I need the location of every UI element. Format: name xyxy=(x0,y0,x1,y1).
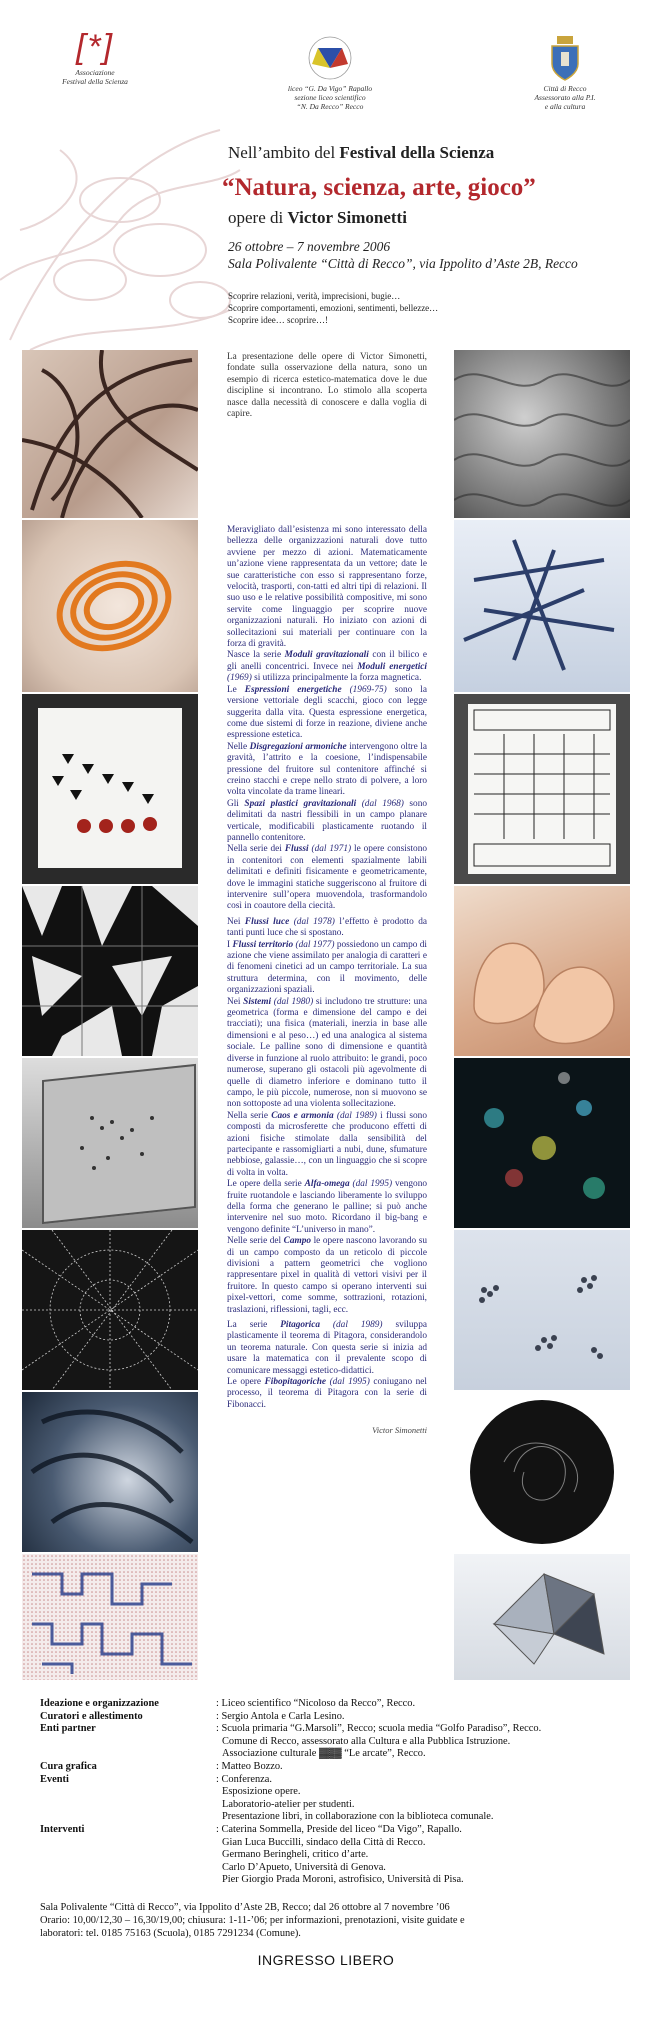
statement-p1: Meravigliato dall’esistenza mi sono interessato della bellezza delle organizzazioni naturali dove tutto avviene per mezzo di azioni. Matematicamente un’azione viene rappresentata da un vettore; date le sue caratteristiche con esso si rappresentano forze, velocità, trasporti, con-tatti ed altri tipi di relazioni. Il suo uso e le relative possibilità compositive, mi sono servite come linguaggio per scoprire nuove organizzazioni naturali. Ho iniziato con azioni di sollecitazioni sui materiali per continuare con la forza di gravità. xyxy=(227,525,427,650)
p14-date: (dal 1995) xyxy=(326,1377,370,1388)
footer-line-3: laboratori: tel. 0185 75163 (Scuola), 0185 7291234 (Comune). xyxy=(40,1928,301,1939)
opere-prefix: opere di xyxy=(228,208,288,227)
event-dates xyxy=(228,238,628,272)
artwork-image-wrinkled-surface xyxy=(454,350,630,518)
series-sistemi: Sistemi xyxy=(243,996,272,1007)
credit-value: Presentazione libri, in collaborazione con la biblioteca comunale. xyxy=(222,1811,494,1823)
artwork-image-pitagorica xyxy=(454,1554,630,1680)
artwork-image-pixel-field xyxy=(22,1554,198,1680)
p10-date: (dal 1989) xyxy=(333,1110,377,1121)
p11-text-d: vengono fruite ruotandole e lasciando liberamente lo sviluppo della forma che generano le palline; si può anche intervenire nel suo moto. Ricordano il big-bang e vengono definite “L’universo in mano”. xyxy=(227,1179,427,1235)
p2-text-c: con il bilico e gli anelli concentrici. Invece nei xyxy=(227,650,427,672)
p6-text-a: Nella serie dei xyxy=(227,844,285,855)
series-flussi-luce: Flussi luce xyxy=(244,916,290,927)
artwork-image-territory-lines xyxy=(22,1230,198,1390)
credit-key: Eventi xyxy=(40,1773,69,1785)
credit-row-grafica xyxy=(40,1761,630,1774)
credit-value: Pier Giorgio Prada Moroni, astrofisico, Università di Pisa. xyxy=(222,1874,464,1886)
city-crest-icon xyxy=(548,34,582,82)
credit-key: Curatori e allestimento xyxy=(40,1710,143,1722)
series-disgregazioni-armoniche: Disgregazioni armoniche xyxy=(249,741,347,752)
liceo-emblem-icon xyxy=(304,34,356,82)
exhibition-title: “Natura, scienza, arte, gioco” xyxy=(222,174,536,201)
statement-p6 xyxy=(227,844,427,912)
city-line-1: Città di Recco xyxy=(543,84,587,93)
artwork-image-plastic-space xyxy=(454,886,630,1056)
statement-p14 xyxy=(227,1377,427,1411)
p13-date: (dal 1989) xyxy=(320,1320,383,1331)
tagline-2: Scoprire comportamenti, emozioni, sentimenti, bellezze… xyxy=(228,303,439,313)
credit-row-interventi xyxy=(40,1824,630,1887)
decorative-swirls xyxy=(0,110,260,360)
statement-p11 xyxy=(227,1179,427,1236)
series-alfa-omega: Alfa-omega xyxy=(304,1179,350,1190)
credit-value: : Scuola primaria “G.Marsoli”, Recco; scuola media “Golfo Paradiso”, Recco. xyxy=(216,1723,542,1735)
artwork-image-flussi-panel xyxy=(22,1058,198,1228)
statement-p5 xyxy=(227,799,427,845)
association-line-2: Festival della Scienza xyxy=(62,77,128,86)
p3-text-d: sono la versione vettoriale degli scacchi, gioco con legge suggerita dalla vita. Questa espressione energetica, come due sistemi di forze in reazione, diviene anche espressione estetica. xyxy=(227,684,427,741)
credit-value: Esposizione opere. xyxy=(222,1786,301,1798)
series-flussi: Flussi xyxy=(284,844,309,855)
credit-key: Ideazione e organizzazione xyxy=(40,1698,159,1709)
p5-text-a: Gli xyxy=(227,798,245,809)
artwork-image-sistemi-balls xyxy=(454,1230,630,1390)
statement-p9 xyxy=(227,997,427,1111)
statement-p10 xyxy=(227,1111,427,1179)
footer-line-2: Orario: 10,00/12,30 – 16,30/19,00; chiusura: 1-11-’06; per informazioni, prenotazioni, visite guidate e xyxy=(40,1915,465,1926)
artist-name: Victor Simonetti xyxy=(287,208,407,227)
statement-p3 xyxy=(227,685,427,742)
p9-date: (dal 1980) xyxy=(271,996,314,1007)
credits-section xyxy=(40,1698,630,1887)
taglines xyxy=(228,290,608,326)
p13-text-d: sviluppa plasticamente il teorema di Pitagora, considerandolo un teorema naturale. Con questa serie si inizia ad usare la matematica con il prevalente scopo di comunicare messaggi estetico-didattici. xyxy=(227,1320,427,1376)
artwork-image-cracked-dust xyxy=(22,886,198,1056)
artwork-image-rings xyxy=(22,520,198,692)
p12-text-c: le opere nascono lavorando su di un campo composto da un reticolo di piccole divisioni a pattern geometrici che vogliono rappresentare pixel in qualità di vettori visivi per il fruitore. In questo campo si operano interventi sui pixel-vettori, come somme, sottrazioni, rotazioni, traslazioni, riflessioni, tagli, ecc. xyxy=(227,1236,427,1315)
association-line-1: Associazione xyxy=(75,68,115,77)
credit-row-eventi xyxy=(40,1774,630,1824)
p2-date: (1969) xyxy=(227,673,252,684)
artwork-image-alfa-omega xyxy=(454,1392,630,1552)
p13-text-a: La serie xyxy=(227,1320,281,1331)
liceo-line-3: “N. Da Recco” Recco xyxy=(296,102,364,111)
credit-value: Associazione culturale ▓▓▓ “Le arcate”, Recco. xyxy=(222,1748,426,1760)
series-flussi-territorio: Flussi territorio xyxy=(232,939,294,950)
city-logo xyxy=(515,34,615,111)
artist-statement xyxy=(227,525,427,1437)
p10-text-a: Nella serie xyxy=(227,1110,272,1121)
p5-text-d: sono delimitati da nastri flessibili in un campo planare verticale, modificabili plasticamente ruotando il pannello contenitore. xyxy=(227,798,427,843)
credit-value: : Caterina Sommella, Preside del liceo “Da Vigo”, Rapallo. xyxy=(216,1823,462,1835)
p7-date: (dal 1978) xyxy=(289,916,335,927)
p9-text-d: si includono tre strutture: una geometrica (forma e dimensione del campo e dei tracciati); una fisica (materiali, inerzia in base alle dimensioni e al peso…) ed una analogica al sistema sociale. Le palline sono di dimensione e quantità diverse in funzione al ruolo attribuito: le grandi, poco numerose, superano gli ostacoli più agevolmente di quelle di diametro inferiore e dominano tutto il campo, le più piccole, numerose, non si muovono se non sottoposte ad una violenta sollecitazione. xyxy=(227,996,427,1110)
date-range: 26 ottobre – 7 novembre 2006 xyxy=(228,239,391,254)
liceo-line-1: liceo “G. Da Vigo” Rapallo xyxy=(287,84,373,93)
series-moduli-gravitazionali: Moduli gravitazionali xyxy=(284,650,369,661)
city-line-3: e alla cultura xyxy=(544,102,586,111)
intro-paragraph: La presentazione delle opere di Victor Simonetti, fondate sulla osservazione della natura, sono un esempio di ricerca estetico-matematica dove le due discipline si incontrano. Lo stimolo alla scoperta nasce dalla necessità di conoscere e dalla voglia di capire. xyxy=(227,352,427,420)
p8-text-d: possiedono un campo di azione che viene assimilato per analogia di caratteri e di fenomeni cinetici ad un campo territoriale. La sua struttura determina, con il movimento, delle organizzazioni spaziali. xyxy=(227,939,427,996)
p6-date: (dal 1971) xyxy=(308,844,352,855)
statement-p7 xyxy=(227,917,427,940)
series-fibopitagoriche: Fibopitagoriche xyxy=(264,1377,327,1388)
credit-value: Germano Beringheli, critico d’arte. xyxy=(222,1849,369,1861)
p10-text-d: i flussi sono composti da microsferette che producono effetti di azioni fisiche stimolate dalla sensibilità del partecipante e rassomigliarti a nubi, dune, sfumature nebbiose, galassie…, con un linguaggio che si scopre di volta in volta. xyxy=(227,1110,427,1178)
statement-p12 xyxy=(227,1236,427,1316)
series-spazi-plastici: Spazi plastici gravitazionali xyxy=(244,798,357,809)
p7-text-a: Nei xyxy=(227,916,245,927)
signature: Victor Simonetti xyxy=(372,1425,427,1436)
credit-key: Interventi xyxy=(40,1823,85,1835)
p5-date: (dal 1968) xyxy=(356,798,404,809)
artwork-image-ribbons xyxy=(22,350,198,518)
credit-key: Enti partner xyxy=(40,1723,96,1735)
statement-p4 xyxy=(227,742,427,799)
credit-value: Carlo D’Apueto, Università di Genova. xyxy=(222,1861,386,1873)
artwork-image-caos-armonia xyxy=(22,1392,198,1552)
series-pitagorica: Pitagorica xyxy=(280,1320,320,1331)
credit-value: : Matteo Bozzo. xyxy=(216,1760,283,1772)
p12-text-a: Nelle serie del xyxy=(227,1236,284,1247)
festival-mark: [*] xyxy=(75,28,115,66)
artwork-image-chess-board xyxy=(22,694,198,884)
p9-text-a: Nei xyxy=(227,996,244,1007)
p3-text-a: Le xyxy=(227,684,245,695)
p7-text-d: l’effetto è prodotto da tanti punti luce che si spostano. xyxy=(227,916,427,939)
p14-text-d: coniugano nel processo, il teorema di Pitagora con la serie di Fibonacci. xyxy=(227,1377,427,1410)
statement-p2 xyxy=(227,650,427,684)
footer-info xyxy=(40,1901,625,1940)
p11-text-a: Le opere della serie xyxy=(227,1179,305,1190)
artwork-image-vector-grid xyxy=(454,694,630,884)
p11-date: (dal 1995) xyxy=(349,1179,393,1190)
tagline-3: Scoprire idee… scoprire…! xyxy=(228,315,328,325)
p14-text-a: Le opere xyxy=(227,1377,265,1388)
p4-text-c: intervengono oltre la gravità, l’attrito e la coesione, l’indispensabile pressione del fruitore sul contenitore affinché si creino stacchi e crepe nello strato di polvere, a loro volta vincolate da trame lineari. xyxy=(227,741,427,798)
liceo-line-2: sezione liceo scientifico xyxy=(294,93,366,102)
credit-value: Gian Luca Buccilli, sindaco della Città di Recco. xyxy=(222,1836,426,1848)
series-espressioni-energetiche: Espressioni energetiche xyxy=(244,684,342,695)
credit-value: : Sergio Antola e Carla Lesino. xyxy=(216,1710,345,1722)
series-moduli-energetici: Moduli energetici xyxy=(357,661,427,672)
festival-intro xyxy=(228,143,494,163)
association-logo xyxy=(40,30,150,86)
credit-row-ideazione xyxy=(40,1698,630,1711)
p8-date: (dal 1977) xyxy=(293,939,335,950)
credit-row-partner xyxy=(40,1723,630,1761)
p4-text-a: Nelle xyxy=(227,741,250,752)
artwork-image-mobile-blades xyxy=(454,520,630,692)
credit-value: : Liceo scientifico “Nicoloso da Recco”, Recco. xyxy=(216,1698,416,1709)
credit-value: Comune di Recco, assessorato alla Cultura e alla Pubblica Istruzione. xyxy=(222,1735,511,1747)
p3-date: (1969-75) xyxy=(341,684,387,695)
credit-value: : Conferenza. xyxy=(216,1773,272,1785)
p8-text-a: I xyxy=(227,939,233,950)
credit-key: Cura grafica xyxy=(40,1760,97,1772)
artist-line xyxy=(228,208,407,228)
intro-prefix: Nell’ambito del xyxy=(228,143,340,162)
festival-name: Festival della Scienza xyxy=(339,143,495,162)
venue: Sala Polivalente “Città di Recco”, via Ippolito d’Aste 2B, Recco xyxy=(228,256,578,271)
liceo-logo xyxy=(270,34,390,111)
credit-value: Laboratorio-atelier per studenti. xyxy=(222,1798,355,1810)
free-entry-label: INGRESSO LIBERO xyxy=(257,1952,395,1968)
p6-text-d: le opere consistono in contenitori con elementi spazialmente labili delimitati e definiti fisicamente e geometricamente, dove le immagini statiche suggeriscono al fruitore di intervenire sull’opera muovendola, trasformandolo così in coautore della ciecità. xyxy=(227,844,427,912)
credit-row-curatori xyxy=(40,1711,630,1724)
series-campo: Campo xyxy=(283,1236,312,1247)
p2-text-a: Nasce la serie xyxy=(227,650,285,661)
footer-line-1: Sala Polivalente “Città di Recco”, via Ippolito d’Aste 2B, Recco; dal 26 ottobre al 7 novembre ’06 xyxy=(40,1902,450,1913)
p2-text-f: si utilizza principalmente la forza magnetica. xyxy=(251,673,422,684)
statement-p13 xyxy=(227,1320,427,1377)
artwork-image-light-points xyxy=(454,1058,630,1228)
city-line-2: Assessorato alla P.I. xyxy=(534,93,596,102)
tagline-1: Scoprire relazioni, verità, imprecisioni, bugie… xyxy=(228,291,401,301)
series-caos-armonia: Caos e armonia xyxy=(271,1110,334,1121)
statement-p8 xyxy=(227,940,427,997)
